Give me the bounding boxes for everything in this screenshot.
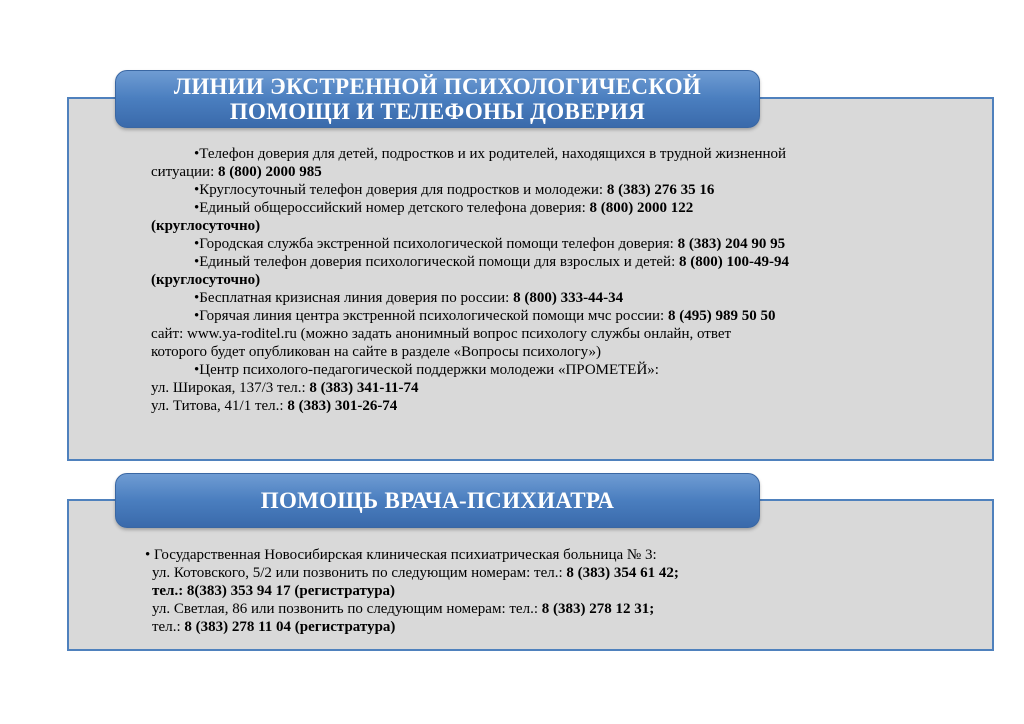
address: ул. Светлая, 86 или позвонить по следующим номерам: тел.: (152, 601, 542, 617)
phone-number: 8 (383) 276 35 16 (606, 182, 715, 198)
address: ул. Котовского, 5/2 или позвонить по следующим номерам: тел.: (152, 565, 567, 581)
phone-number: тел.: 8(383) 353 94 17 (регистратура) (152, 583, 396, 599)
phone-number: 8 (495) 989 50 50 (667, 308, 776, 324)
hospital-name: • Государственная Новосибирская клиническая психиатрическая больница № 3: (145, 547, 657, 563)
phone-number: 8 (383) 301-26-74 (287, 398, 398, 414)
hotlines-list (151, 145, 931, 415)
hotlines-title-line2: ПОМОЩИ И ТЕЛЕФОНЫ ДОВЕРИЯ (229, 99, 646, 124)
list-item: •Горячая линия центра экстренной психологической помощи мчс россии: 8 (495) 989 50 50 сайт: www.ya-roditel.ru (можно задать анонимный вопрос психологу службы онлайн, ответ которого будет опубликован на сайте в разделе «Вопросы психологу») (151, 307, 931, 361)
address: ул. Титова, 41/1 тел.: (151, 398, 288, 414)
phone-number: 8 (383) 354 61 42; (566, 565, 679, 581)
phone-number: 8 (383) 204 90 95 (677, 236, 786, 252)
phone-number: 8 (800) 333-44-34 (513, 290, 624, 306)
list-item: •Единый телефон доверия психологической помощи для взрослых и детей: 8 (800) 100-49-94 (круглосуточно) (151, 254, 789, 288)
phone-number: 8 (383) 341-11-74 (309, 380, 419, 396)
phone-number: 8 (800) 2000 122 (589, 200, 694, 216)
address: ул. Широкая, 137/3 тел.: (151, 380, 310, 396)
psychiatrist-title: ПОМОЩЬ ВРАЧА-ПСИХИАТРА (260, 487, 615, 513)
list-item: •Центр психолого-педагогической поддержки молодежи «ПРОМЕТЕЙ»: ул. Широкая, 137/3 тел.: 8 (383) 341-11-74 ул. Титова, 41/1 тел.: 8 (383) 301-26-74 (151, 362, 659, 414)
schedule-note: (круглосуточно) (151, 218, 261, 234)
list-item: •Круглосуточный телефон доверия для подростков и молодежи: 8 (383) 276 35 16 (194, 182, 715, 198)
hotlines-title-line1: ЛИНИИ ЭКСТРЕННОЙ ПСИХОЛОГИЧЕСКОЙ (173, 74, 702, 99)
psychiatrist-title-banner (115, 473, 760, 528)
psychiatrist-info: • Государственная Новосибирская клиническая психиатрическая больница № 3: ул. Котовского, 5/2 или позвонить по следующим номерам: тел.: 8 (383) 354 61 42; тел.: 8(383) 353 94 17 (регистратура) ул. Светлая, 86 или позвонить по следующим номерам: тел.: 8 (383) 278 12 31; тел.: 8 (383) 278 11 04 (регистратура) (145, 546, 935, 636)
list-item: •Бесплатная кризисная линия доверия по россии: 8 (800) 333-44-34 (194, 290, 624, 306)
schedule-note: (круглосуточно) (151, 272, 261, 288)
phone-number: 8 (800) 100-49-94 (679, 254, 789, 270)
phone-number: 8 (383) 278 12 31; (541, 601, 655, 617)
list-item: •Телефон доверия для детей, подростков и их родителей, находящихся в трудной жизненной ситуации: 8 (800) 2000 985 (151, 146, 787, 180)
list-item: •Городская служба экстренной психологической помощи телефон доверия: 8 (383) 204 90 95 (194, 236, 786, 252)
phone-number: 8 (800) 2000 985 (218, 164, 322, 180)
phone-number: 8 (383) 278 11 04 (регистратура) (184, 619, 396, 635)
website-line: сайт: www.ya-roditel.ru (можно задать анонимный вопрос психологу службы онлайн, ответ (151, 326, 732, 342)
list-item: •Единый общероссийский номер детского телефона доверия: 8 (800) 2000 122 (круглосуточно) (151, 200, 694, 234)
hotlines-title-banner (115, 70, 760, 128)
